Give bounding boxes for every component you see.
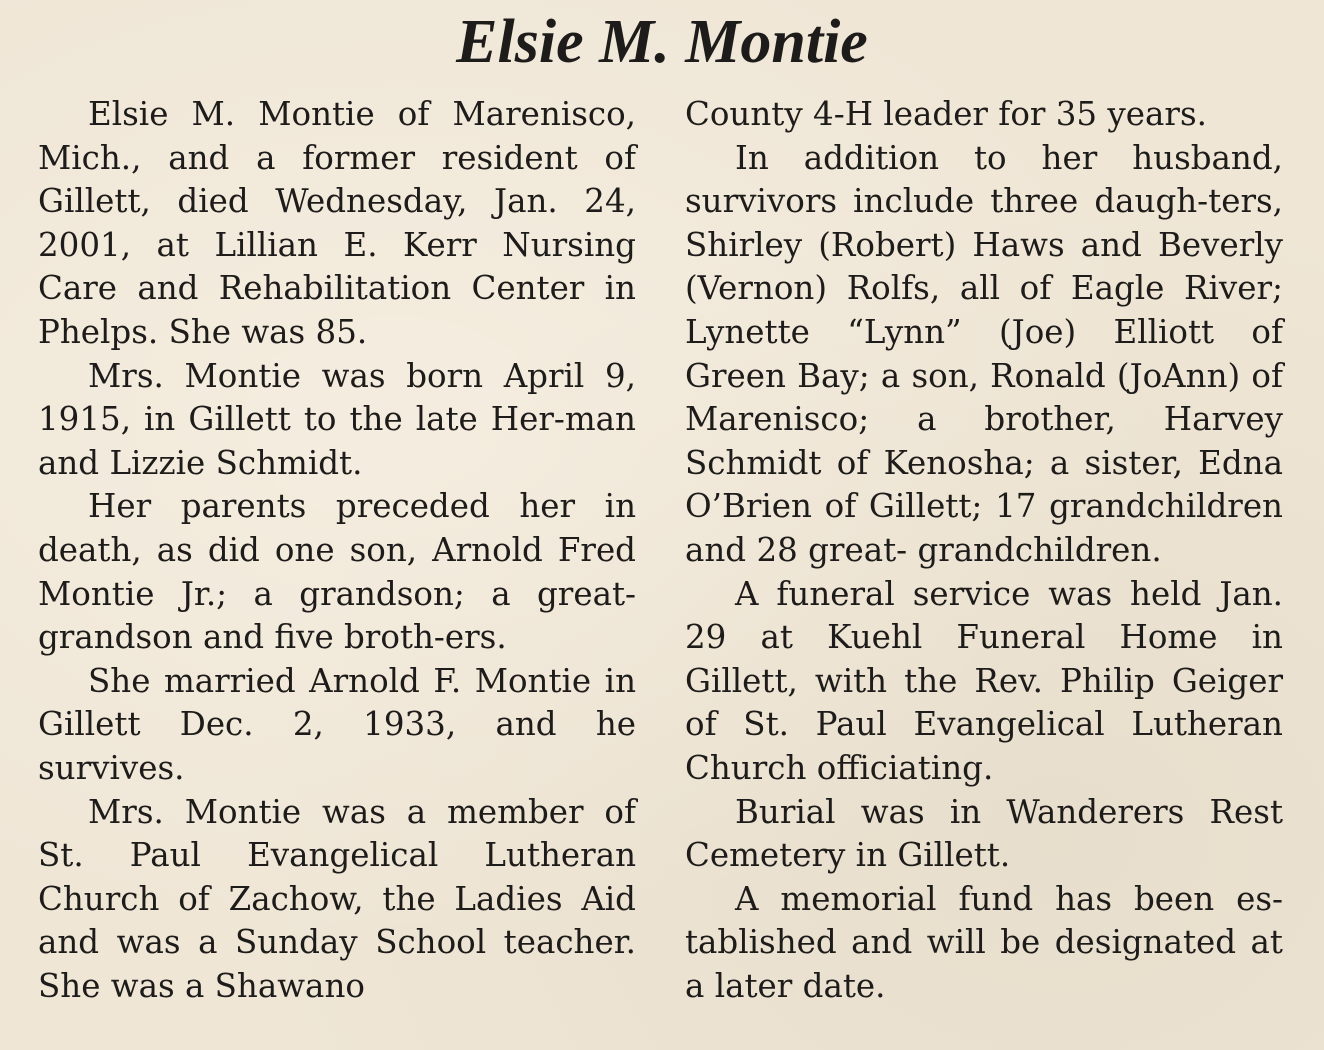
right-column (685, 93, 1283, 1008)
paragraph-death-notice: Elsie M. Montie of Marenisco, Mich., and a former resident of Gillett, died Wednesday, Jan. 24, 2001, at Lillian E. Kerr Nursing Care and Rehabilitation Center in Phelps. She was 85. (38, 95, 636, 351)
obituary-title: Elsie M. Montie (456, 8, 868, 76)
left-column (38, 93, 636, 1008)
paragraph-memberships-continued: County 4-H leader for 35 years. (685, 95, 1207, 133)
paragraph-memberships: Mrs. Montie was a member of St. Paul Evangelical Lutheran Church of Zachow, the Ladies Aid and was a Sunday School teacher. She was a Shawano (38, 792, 636, 1005)
paragraph-burial: Burial was in Wanderers Rest Cemetery in Gillett. (685, 792, 1283, 875)
paragraph-marriage: She married Arnold F. Montie in Gillett Dec. 2, 1933, and he survives. (38, 661, 636, 787)
paragraph-preceded-in-death: Her parents preceded her in death, as did one son, Arnold Fred Montie Jr.; a grandson; a great-grandson and five broth-ers. (38, 487, 636, 657)
paragraph-memorial-fund: A memorial fund has been es-tablished and will be designated at a later date. (685, 879, 1283, 1005)
paragraph-funeral-service: A funeral service was held Jan. 29 at Kuehl Funeral Home in Gillett, with the Rev. Philip Geiger of St. Paul Evangelical Lutheran Church officiating. (685, 574, 1283, 787)
paragraph-survivors: In addition to her husband, survivors include three daugh-ters, Shirley (Robert) Haws and Beverly (Vernon) Rolfs, all of Eagle River; Lynette “Lynn” (Joe) Elliott of Green Bay; a son, Ronald (JoAnn) of Marenisco; a brother, Harvey Schmidt of Kenosha; a sister, Edna O’Brien of Gillett; 17 grandchildren and 28 great- grandchildren. (685, 138, 1283, 569)
paragraph-birth: Mrs. Montie was born April 9, 1915, in Gillett to the late Her-man and Lizzie Schmidt. (38, 356, 636, 482)
